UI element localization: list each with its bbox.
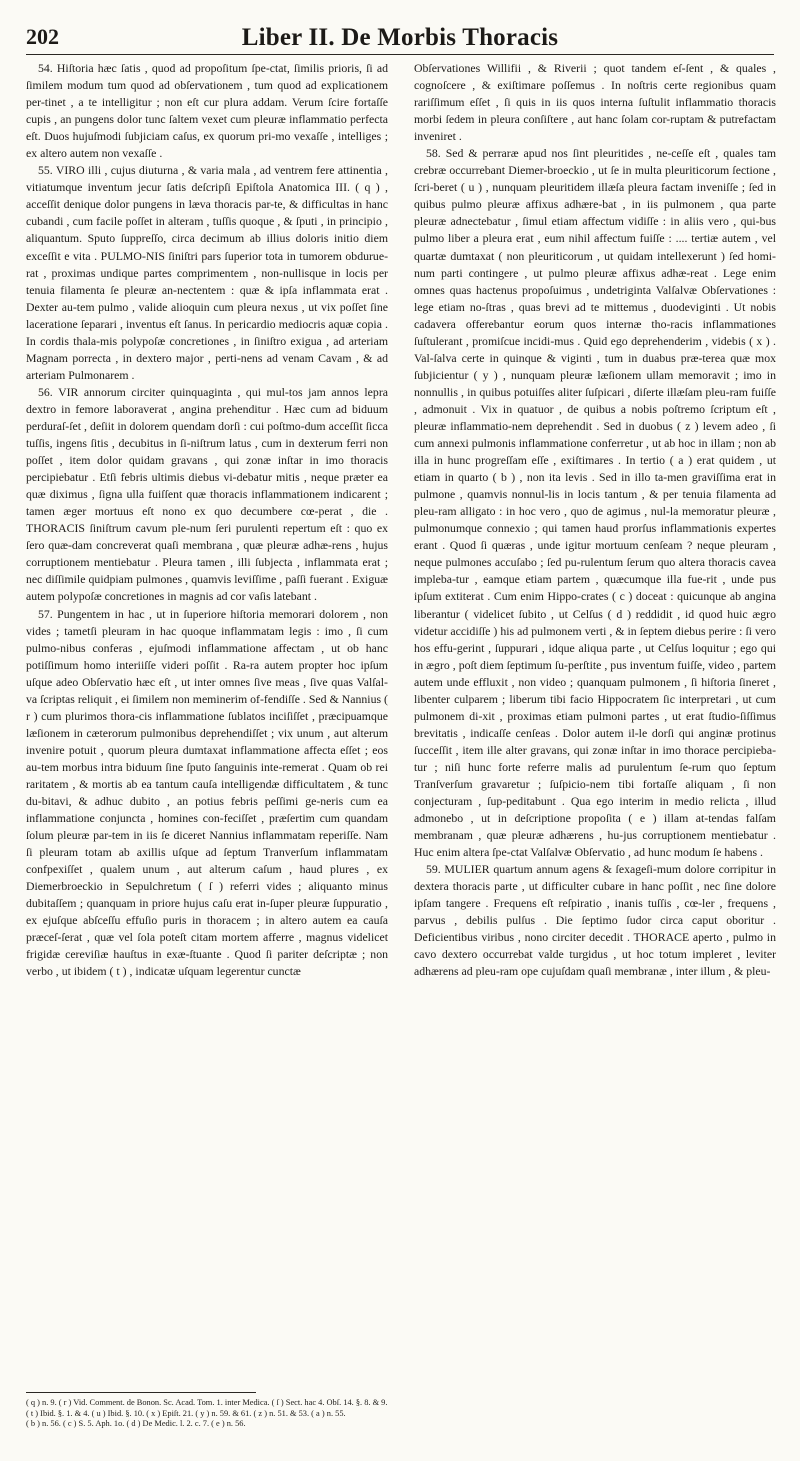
footnotes	[26, 1398, 776, 1430]
paragraph-p55: 55. VIRO illi , cujus diuturna , & varia mala , ad ventrem fere attinentia , vitiatumque inventum jecur ſatis deſcripſi Epiſtola Anatomica III. ( q ) , acceſſit denique dolor pungens in læva thoracis par-te, & difficultas in hanc cubandi , cum facile poſſet in alteram , tuſſis quoque , & ſputi , in principio , aliquantum. Sputo ſuppreſſo, circa decimum ab illius doloris initio diem exceſſit e vita . PULMO-NIS ſiniſtri pars ſuperior tota in tumorem obdurue-rat , proximas undique partes comprimentem , non-nullisque in locis per tenuia filamenta ſe pleuræ an-nectentem : quæ & ipſa inflammata erat . Dexter au-tem pulmo , valide alioquin cum pleura nexus , ut vix poſſet ſine laceratione ſeparari , inventus eſt ſanus. In pericardio mediocris aquæ copia . In cordis thala-mis polypoſæ concretiones , in ſiniſtro exigua , ad arteriam Magnam porrecta , in dextero major , perti-nens ad venam Cavam , & ad arteriam Pulmonarem .	[26, 163, 388, 382]
paragraph-p57: 57. Pungentem in hac , ut in ſuperiore hiſtoria memorari dolorem , non vides ; tametſi pleuram in hac quoque inflammatam legis : imo , ſi cum pulmo-nibus conferas , ejuſmodi inflammatione affectam , ut ob hanc potiſſimum homo interiiſſe videri poſſit . Ra-ra autem propter hoc ipſum uſque adeo Obſervatio hæc eſt , ut inter omnes ſive meas , ſive quas Valſal-va ſcriptas reliquit , ei ſimilem non meminerim of-fendiſſe . Sed & Nannius ( r ) cum plurimos thora-cis inflammatione ſublatos inciſiſſet , præcipuamque læſionem in cæterorum pulmonibus deprehendiſſet ; vix unum , aut alterum invenire potuit , quorum pleura dumtaxat inflammatione affecta eſſet ; eos au-tem morbus intra biduum ſine ſputo ſanguinis inte-remerat . Quam ob rei raritatem , & mortis ab ea tantum cauſa intelligendæ difficultatem , & tunc du-bitavi, & adhuc dubito , an potius febris peſſimi ge-neris cum ea inflammatione conjuncta , homines con-feciſſet , præſertim cum quandam ſolum pleuræ par-tem in iis ſe diceret Nannius inflammatam reperiſſe. Nam ſi pleuram totam ab axillis uſque ad ſeptum Tranverſum inflammatam confpexiſſet , qualem unum , aut alterum caſum , haud plures , ex Diemerbroeckio in Sepulchretum ( ſ ) referri vides ; aliquanto minus dubitaſſem ; quanquam in priore hujus caſu erat in-ſuper pleuræ ſuppuratio , ex ejuſque abſceſſu effuſio puris in thoracem ; in altero autem ea cauſa præceſ-ſerat , quæ vel ſola poteſt citam mortem afferre , magnus videlicet frigidæ cereviſiæ hauſtus in exæ-ſtuante . Quod ſi pariter deſcriptæ ; non verbo , ut ibidem ( t ) , indicatæ uſquam legerentur cunctæ	[26, 606, 388, 979]
footnote-line: ( t ) Ibid. §. 1. & 4. ( u ) Ibid. §. 10. ( x ) Epiſt. 21. ( y ) n. 59. & 61. ( z ) n. 51. & 53. ( a ) n. 55.	[26, 1408, 346, 1418]
running-title: Liber II. De Morbis Thoracis	[241, 24, 559, 51]
paragraph-p59: 59. MULIER quartum annum agens & ſexageſi-mum dolore corripitur in dextera thoracis parte , ut difficulter cubare in hanc poſſit , nec ſine dolore ipſam tangere . Frequens eſt reſpiratio , inanis tuſſis , cœ-ler , frequens , parvus , debilis pulſus . Die ſeptimo ſudor circa caput oboritur . Deficientibus viribus , nono circiter decedit . THORACE aperto , pulmo in cavo dextero occurrebat valde turgidus , ut hoc totum impleret , leviter adhærens ad pleu-ram ope cujuſdam quaſi membranæ , inter illum , & pleu-	[414, 862, 776, 979]
paragraph-p56: 56. VIR annorum circiter quinquaginta , qui mul-tos jam annos lepra dextro in femore laboraverat , angina prehenditur . Hæc cum ad biduum perduraſ-ſet , deſiit in dolorem quendam dorſi : cui poſtmo-dum acceſſit ſicca tuſſis, ingens ſitis , decubitus in ſi-niſtrum latus , cum in dexterum ferri non poſſet , item dolor quidam gravans , qui zonæ inſtar in imo thoracis percipiebatur . Etſi febris ultimis diebus vi-debatur mitis , neque præter ea quæ diximus , ſigna ulla fuiſſent quæ thoracis inflammationem indicarent ; tamen æger mortuus eſt nono ex quo decumbere cœ-perat , die . THORACIS ſiniſtrum cavum ple-num ſeri purulenti repertum eſt : quo ex ſero quæ-dam concreverat quaſi membrana , quæ pleuræ adhæ-rens , hujus corruptionem mentiebatur . Pleura tamen , illi ſubjecta , inflammata erat ; nec diſſimile quidpiam pulmones , quamvis leviſſime , paſſi fuerant . Exiguæ autem polypoſæ concretiones in magnis ad cor vaſis latebant .	[26, 384, 388, 604]
running-head	[26, 24, 774, 55]
paragraph-p57b: Obſervationes Willifii , & Riverii ; quot tandem eſ-ſent , & quales , cognoſcere , & exiſtimare poſſemus . In noſtris certe regionibus quam rariſſimum eſſet , ſi quis in iis quos interna ſuſtulit inflammatio thoracis morbi ſedem in pleura conſiſtere , aut hanc ſolam cor-ruptam & putrefactam inveniret .	[414, 61, 776, 144]
text-columns	[26, 60, 776, 1385]
page-number: 202	[26, 24, 59, 49]
paragraph-p58: 58. Sed & perraræ apud nos ſint pleuritides , ne-ceſſe eſt , quales tam crebræ occurrebant Diemer-broeckio , ut ſe in multa pleuriticorum ſectione , ſcri-beret ( u ) , nunquam pleuritidem illæſa pleura factam inveniſſe ; ſed in quibus pulmo pleuræ affixus adhære-bat , in iis pulmonem , qua parte pleuræ adnectebatur , ſimul etiam affectum vidiſſe : in aliis vero , qui-bus pulmo liber a pleura erat , eum nihil affectum fuiſſe : .... tertiæ autem , vel quartæ dumtaxat ( non pleuriticorum , ut quidam intellexerunt ) ſed homi-num parti contingere , ut pulmo pleuræ affixus adhæ-reat . Lege enim omnes quas hactenus propoſuimus , undetriginta Valſalvæ Obſervationes : lege etiam no-ſtras , quas brevi ad te mittemus , duodeviginti . Ut nobis cadavera offerebantur eorum quos internæ tho-racis inflammationes ſuſtulerant , promiſcue incidi-mus . Quid ego deprehenderim , videbis ( x ) . Val-ſalva certe in quinque & viginti , tum in duabus præ-terea quæ mox ſubjicientur ( y ) , nunquam pleuræ læſionem ullam memoravit ; imo in nonnullis , in quibus potuiſſes aliter ſuſpicari , diſerte illæſam pleu-ram fuiſſe , admonuit . Vix in quatuor , de quibus a nobis poſtremo ſcriptum eſt , pleuræ inflammatio-nem deprehendit . Sed in duobus ( z ) levem adeo , ſi cum annexi pulmonis inflammatione conferretur , ut ab hoc in illam ; non ab illa in hunc progreſſam eſſe , exiſtimares . In tertio ( a ) erat quidem , ut etiam in quarto ( b ) , non ita levis . Sed in illo ta-men graviſſima erat in pulmone , quamvis nonnul-lis in locis tantum , & per tenuia filamenta ad pleu-ram alligato : in hoc vero , quo de agimus , nul-la memoratur pleuræ , pulmonumque connexio ; qui tamen haud prorſus inflammationis expertes erant . Quod ſi quæras , unde igitur mortuum cenſeam ? neque pleuram , neque pulmones accuſabo ; ſed pu-rulentum ſerum quo altera thoracis cavea impleba-tur , eamque etiam partem , quæcumque illa fue-rit , unde pus ipſum extiterat . Cum enim Hippo-crates ( c ) doceat : quicunque ab angina liberantur ( videlicet ſubito , ut Celſus ( d ) reddidit , id quod huic ægro videtur accidiſſe ) his ad pulmonem verti , & in ſeptem diebus perire : ſi vero hos effu-gerint , ſuppurari , idque aliqua parte , ut Celſus loquitur ; ego qui in ægro , poſt diem ſeptimum ſu-perſtite , pus inventum fuiſſe, video , partem autem unde effluxit , non video ; quanquam pulmonem , ſi hiſtoria ſineret , libenter culparem ; liberum tibi facio Hippocratem ſic interpretari , ut cum pulmonem di-xit , proximas etiam pulmoni partes , ut erat ſtudio-ſiſſimus brevitatis , indicaſſe cenſeas . Dolor autem il-le dorſi qui anginæ protinus ſucceſſit , item ille alter gravans, qui zonæ inſtar in imo thorace percipieba-tur ; niſi hunc forte referre malis ad purulentum ſe-rum quo ſeptum Tranſverſum gravaretur ; ſuſpicio-nem tibi fortaſſe aliquam , ſi non conjecturam , ſup-peditabunt . Qua ego interim in medio relicta , illud admonebo , ut in deſcriptione propoſita ( e ) illam at-tendas falſam membranam , quæ pleuræ adhærens , hu-jus corruptionem mentiebatur . Huc enim altera ſpe-ctat Valſalvæ Obſervatio , ad hunc modum ſe habens .	[414, 146, 776, 860]
left-column	[26, 60, 388, 1385]
footnote-rule	[26, 1392, 256, 1393]
footnote-line: ( q ) n. 9. ( r ) Vid. Comment. de Bonon. Sc. Acad. Tom. 1. inter Medica. ( ſ ) Sect. hac 4. Obſ. 14. §. 8. & 9.	[26, 1398, 388, 1407]
paragraph-p54: 54. Hiſtoria hæc ſatis , quod ad propoſitum ſpe-ctat, ſimilis prioris, ſi ad ſimilem modum tum quod ad obſervationem , tum quod ad explicationem per-tinet , a te intelligitur ; non eſt cur plura addam. Verum ſcire fortaſſe cupis , an pungens dolor tunc ſaltem vexet cum pleuræ inflammatio perfecta eſt. Duos hujuſmodi ſubjiciam caſus, ex quorum pri-mo vexaſſe , intelliges ; ex altero autem non vexaſſe .	[26, 61, 388, 161]
footnote-line: ( b ) n. 56. ( c ) S. 5. Aph. 1o. ( d ) De Medic. l. 2. c. 7. ( e ) n. 56.	[26, 1419, 246, 1429]
right-column	[414, 60, 776, 1385]
